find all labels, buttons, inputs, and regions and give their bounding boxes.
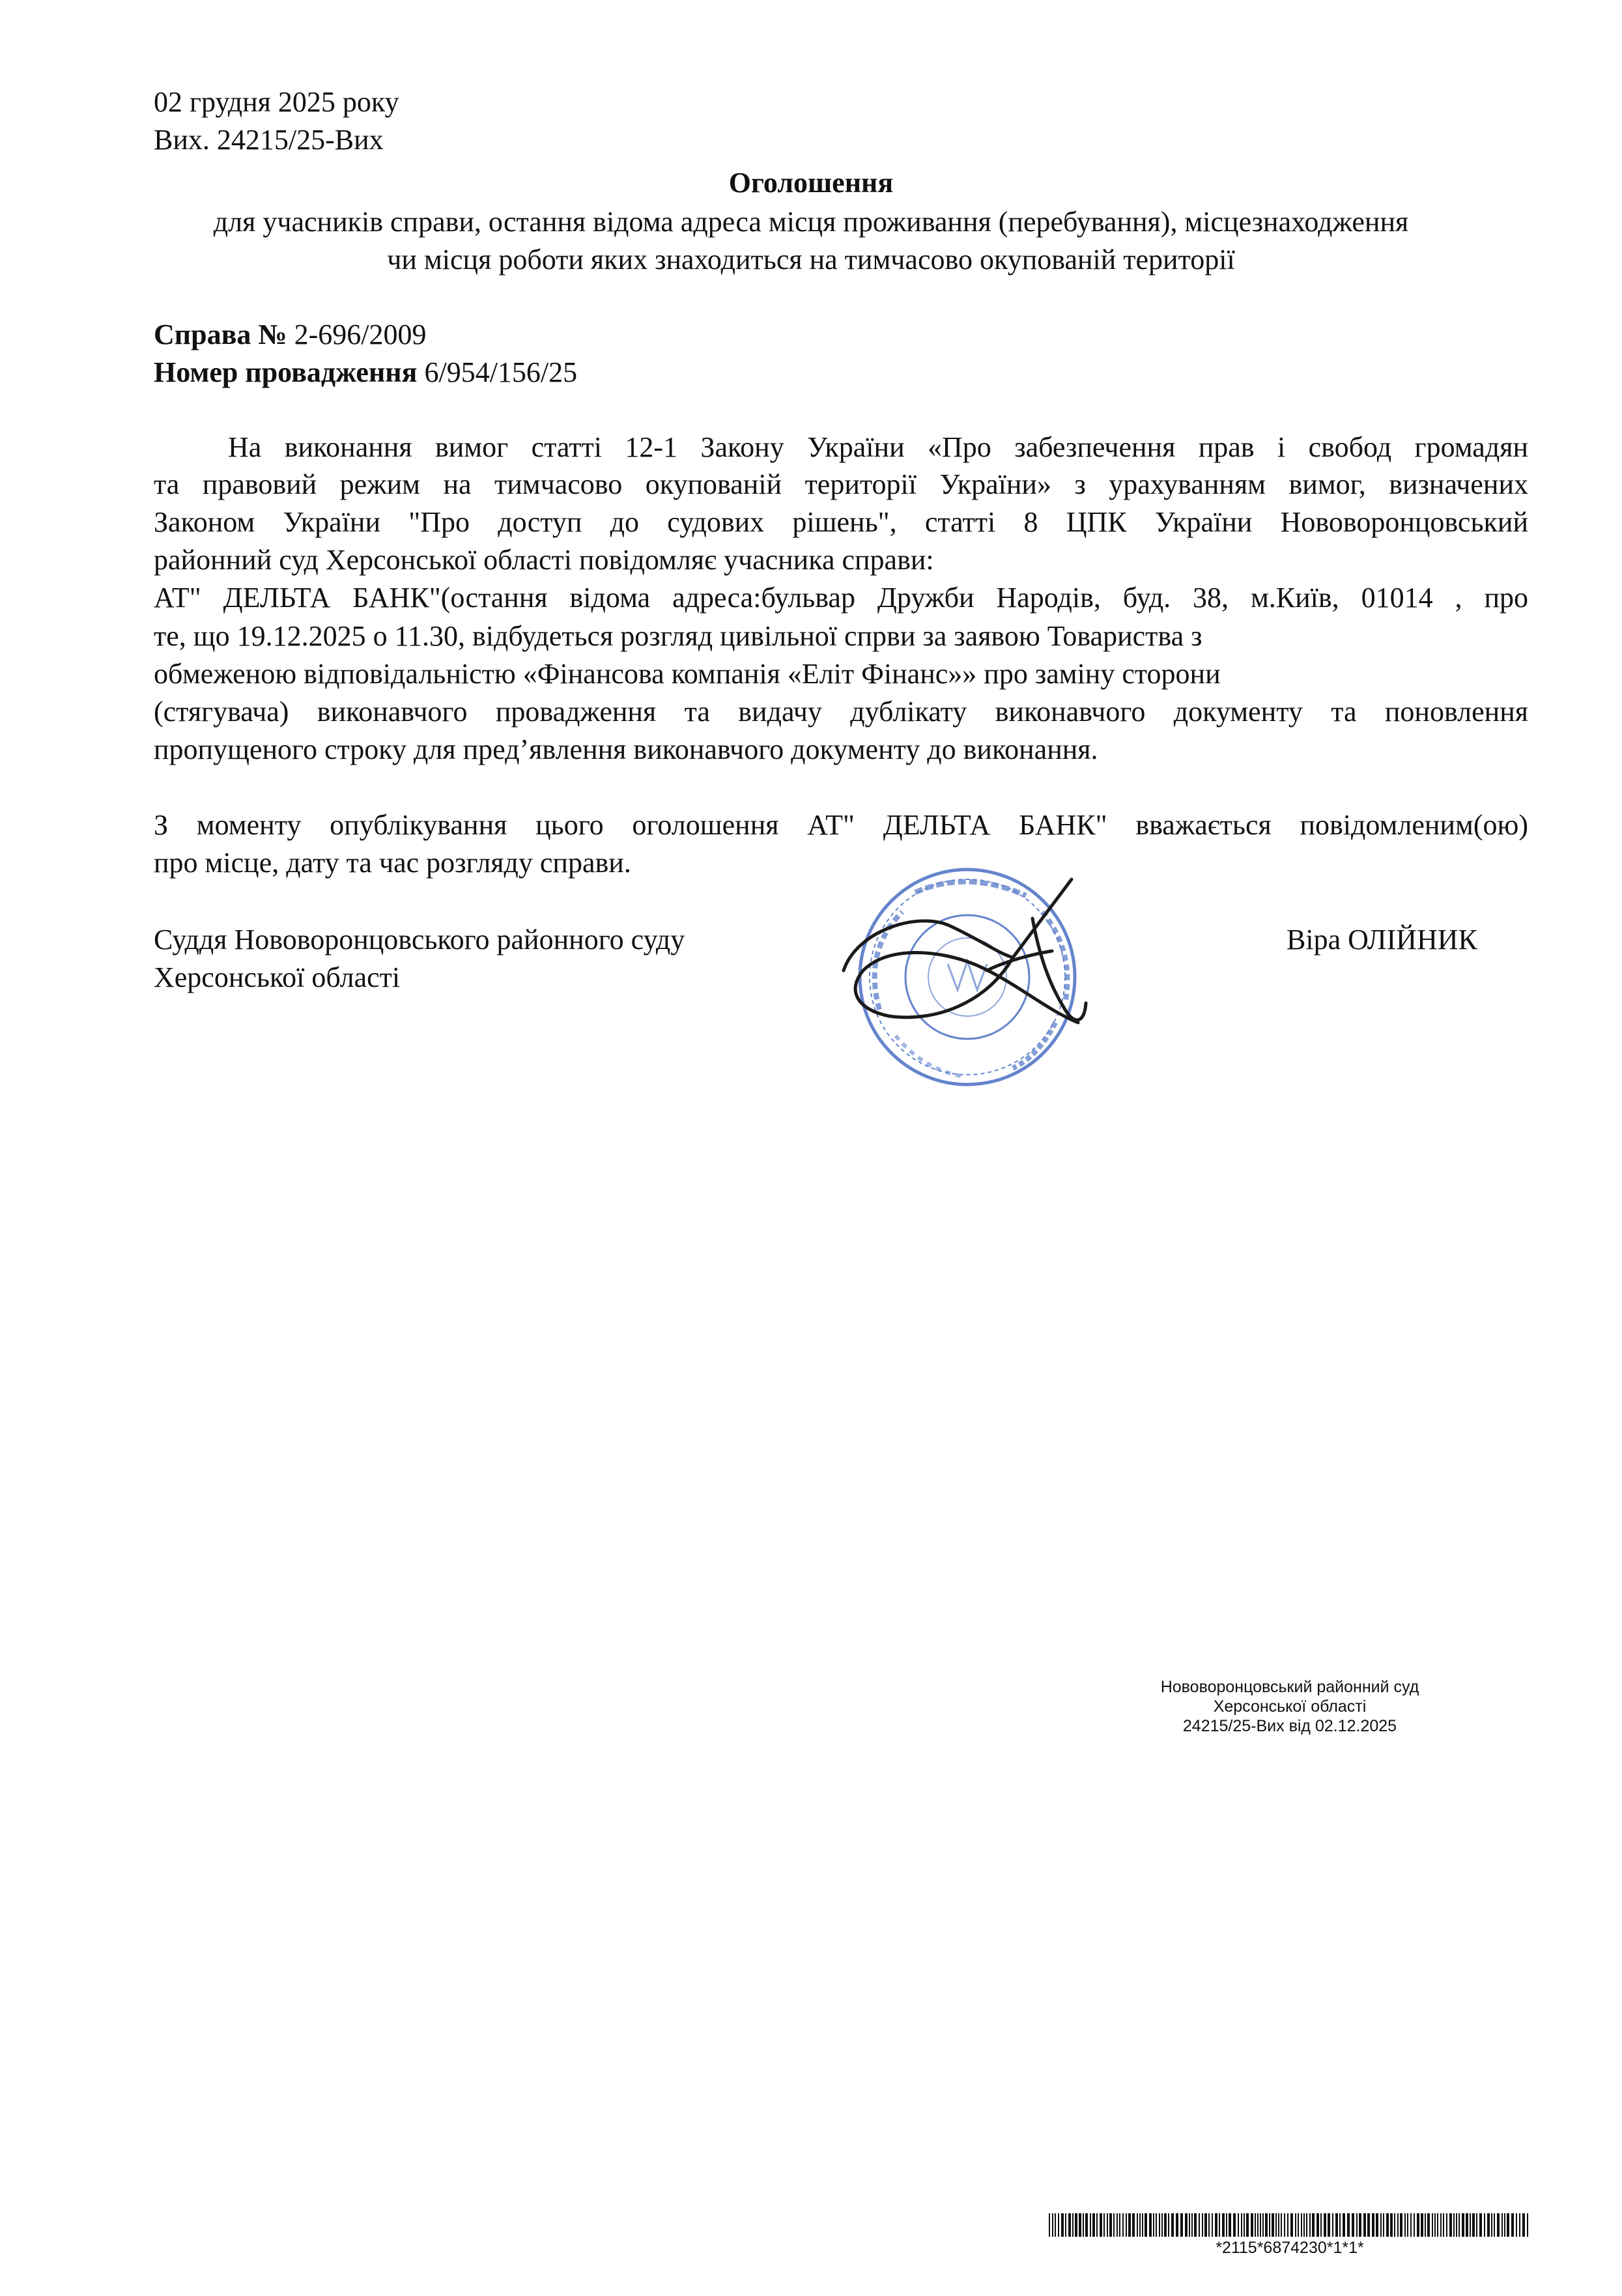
barcode-bar bbox=[1164, 2213, 1167, 2237]
case-label: Справа № bbox=[154, 319, 287, 350]
barcode-bar bbox=[1440, 2213, 1442, 2237]
paragraph-1-line-2: та правовий режим на тимчасово окупованій території України» з урахуванням вимог, визначених bbox=[154, 468, 1528, 500]
barcode-bar bbox=[1065, 2213, 1066, 2237]
barcode bbox=[1049, 2213, 1531, 2237]
document-date: 02 грудня 2025 року bbox=[154, 86, 399, 118]
barcode-bar bbox=[1527, 2213, 1528, 2237]
barcode-bar bbox=[1494, 2213, 1495, 2237]
barcode-bar bbox=[1284, 2213, 1285, 2237]
barcode-bar bbox=[1501, 2213, 1503, 2237]
barcode-bar bbox=[1511, 2213, 1514, 2237]
barcode-bar bbox=[1290, 2213, 1293, 2237]
barcode-bar bbox=[1507, 2213, 1509, 2237]
barcode-bar bbox=[1312, 2213, 1315, 2237]
barcode-bar bbox=[1052, 2213, 1053, 2237]
outgoing-number: Вих. 24215/25-Вих bbox=[154, 124, 384, 156]
barcode-bar bbox=[1222, 2213, 1225, 2237]
barcode-bar bbox=[1107, 2213, 1108, 2237]
barcode-bar bbox=[1260, 2213, 1261, 2237]
barcode-bar bbox=[1233, 2213, 1236, 2237]
barcode-bar bbox=[1126, 2213, 1127, 2237]
barcode-bar bbox=[1204, 2213, 1207, 2237]
barcode-bar bbox=[1367, 2213, 1370, 2237]
barcode-bar bbox=[1324, 2213, 1326, 2237]
barcode-bar bbox=[1269, 2213, 1270, 2237]
document-subtitle-line-2: чи місця роботи яких знаходиться на тимчасово окупованій території bbox=[387, 244, 1235, 276]
barcode-bar bbox=[1487, 2213, 1490, 2237]
barcode-bar bbox=[1058, 2213, 1059, 2237]
barcode-bar bbox=[1103, 2213, 1105, 2237]
barcode-bar bbox=[1085, 2213, 1088, 2237]
barcode-bar bbox=[1257, 2213, 1259, 2237]
judge-position-line-1: Суддя Нововоронцовського районного суду bbox=[154, 924, 685, 956]
proceeding-label: Номер провадження bbox=[154, 356, 418, 388]
barcode-bar bbox=[1394, 2213, 1395, 2237]
barcode-bar bbox=[1476, 2213, 1477, 2237]
barcode-bar bbox=[1491, 2213, 1492, 2237]
barcode-bar bbox=[1262, 2213, 1264, 2237]
barcode-bar bbox=[1075, 2213, 1077, 2237]
barcode-bar bbox=[1410, 2213, 1412, 2237]
barcode-bar bbox=[1083, 2213, 1084, 2237]
barcode-bar bbox=[1055, 2213, 1056, 2237]
court-stamp-with-signature bbox=[818, 840, 1124, 1094]
barcode-bar bbox=[1255, 2213, 1256, 2237]
barcode-bar bbox=[1275, 2213, 1277, 2237]
barcode-bar bbox=[1328, 2213, 1330, 2237]
barcode-bar bbox=[1142, 2213, 1143, 2237]
barcode-bar bbox=[1497, 2213, 1500, 2237]
barcode-bar bbox=[1421, 2213, 1423, 2237]
barcode-bar bbox=[1383, 2213, 1384, 2237]
barcode-bar bbox=[1219, 2213, 1220, 2237]
barcode-bar bbox=[1061, 2213, 1064, 2237]
barcode-bar bbox=[1425, 2213, 1426, 2237]
paragraph-2-line-1: З моменту опублікування цього оголошення АТ" ДЕЛЬТА БАНК" вважається повідомленим(ою) bbox=[154, 809, 1528, 841]
court-stamp bbox=[860, 870, 1075, 1084]
judge-position-line-2: Херсонської області bbox=[154, 961, 401, 993]
barcode-bar bbox=[1096, 2213, 1098, 2237]
barcode-bar bbox=[1363, 2213, 1366, 2237]
barcode-bar bbox=[1145, 2213, 1147, 2237]
barcode-bar bbox=[1522, 2213, 1525, 2237]
paragraph-1-line-8: (стягувача) виконавчого провадження та видачу дублікату виконавчого документу та поновлення bbox=[154, 696, 1528, 728]
barcode-bar bbox=[1238, 2213, 1239, 2237]
barcode-bar bbox=[1400, 2213, 1402, 2237]
document-title: Оголошення bbox=[728, 167, 894, 199]
barcode-bar bbox=[1456, 2213, 1457, 2237]
barcode-bar bbox=[1090, 2213, 1091, 2237]
paragraph-1-line-9: пропущеного строку для пред’явлення виконавчого документу до виконання. bbox=[154, 733, 1098, 765]
barcode-bar bbox=[1347, 2213, 1350, 2237]
barcode-bar bbox=[1434, 2213, 1436, 2237]
barcode-bar bbox=[1208, 2213, 1210, 2237]
document-subtitle-line-1: для учасників справи, остання відома адреса місця проживання (перебування), місцезнаходження bbox=[213, 206, 1409, 238]
barcode-bar bbox=[1437, 2213, 1438, 2237]
barcode-bar bbox=[1265, 2213, 1268, 2237]
barcode-bar bbox=[1119, 2213, 1120, 2237]
barcode-bar bbox=[1335, 2213, 1338, 2237]
registration-court-line-1: Нововоронцовський районний суд bbox=[1160, 1678, 1419, 1696]
barcode-text: *2115*6874230*1*1* bbox=[1216, 2239, 1364, 2257]
barcode-bar bbox=[1376, 2213, 1378, 2237]
paragraph-1-line-6: те, що 19.12.2025 о 11.30, відбудеться розгляд цивільної спрви за заявою Товариства з bbox=[154, 620, 1202, 652]
barcode-bar bbox=[1466, 2213, 1468, 2237]
barcode-bar bbox=[1339, 2213, 1341, 2237]
barcode-bar bbox=[1149, 2213, 1152, 2237]
barcode-bar bbox=[1171, 2213, 1174, 2237]
barcode-bar bbox=[1295, 2213, 1296, 2237]
barcode-bar bbox=[1132, 2213, 1135, 2237]
barcode-bar bbox=[1117, 2213, 1118, 2237]
registration-court-line-2: Херсонської області bbox=[1213, 1697, 1367, 1716]
judge-name: Віра ОЛІЙНИК bbox=[1287, 924, 1477, 956]
barcode-bar bbox=[1453, 2213, 1455, 2237]
barcode-bar bbox=[1407, 2213, 1408, 2237]
barcode-bar bbox=[1128, 2213, 1131, 2237]
barcode-bar bbox=[1472, 2213, 1475, 2237]
case-number: 2-696/2009 bbox=[294, 319, 427, 350]
barcode-bar bbox=[1306, 2213, 1307, 2237]
barcode-bar bbox=[1352, 2213, 1354, 2237]
barcode-bar bbox=[1100, 2213, 1102, 2237]
barcode-bar bbox=[1153, 2213, 1154, 2237]
barcode-bar bbox=[1159, 2213, 1160, 2237]
barcode-bar bbox=[1212, 2213, 1213, 2237]
barcode-bar bbox=[1359, 2213, 1361, 2237]
barcode-bar bbox=[1303, 2213, 1305, 2237]
barcode-bar bbox=[1316, 2213, 1319, 2237]
barcode-bar bbox=[1241, 2213, 1242, 2237]
barcode-bar bbox=[1194, 2213, 1197, 2237]
barcode-bar bbox=[1272, 2213, 1274, 2237]
barcode-bar bbox=[1397, 2213, 1399, 2237]
barcode-bar bbox=[1470, 2213, 1471, 2237]
barcode-bar bbox=[1462, 2213, 1464, 2237]
paragraph-1-line-1: На виконання вимог статті 12-1 Закону України «Про забезпечення прав і свобод громадян bbox=[228, 431, 1528, 463]
barcode-bar bbox=[1404, 2213, 1406, 2237]
barcode-bar bbox=[1049, 2213, 1050, 2237]
proceeding-number-line bbox=[154, 352, 577, 393]
paragraph-1-line-4: районний суд Херсонської області повідомляє учасника справи: bbox=[154, 544, 934, 576]
barcode-bar bbox=[1079, 2213, 1081, 2237]
barcode-bar bbox=[1301, 2213, 1302, 2237]
barcode-bar bbox=[1215, 2213, 1217, 2237]
barcode-bar bbox=[1189, 2213, 1190, 2237]
barcode-bar bbox=[1072, 2213, 1074, 2237]
barcode-bar bbox=[1068, 2213, 1071, 2237]
barcode-bar bbox=[1443, 2213, 1444, 2237]
barcode-bar bbox=[1180, 2213, 1183, 2237]
barcode-bar bbox=[1380, 2213, 1382, 2237]
barcode-bar bbox=[1309, 2213, 1311, 2237]
proceeding-number: 6/954/156/25 bbox=[424, 356, 578, 388]
barcode-bar bbox=[1332, 2213, 1333, 2237]
barcode-bar bbox=[1113, 2213, 1115, 2237]
barcode-bar bbox=[1519, 2213, 1520, 2237]
registration-number: 24215/25-Вих від 02.12.2025 bbox=[1182, 1717, 1397, 1735]
barcode-bar bbox=[1417, 2213, 1419, 2237]
barcode-bar bbox=[1092, 2213, 1095, 2237]
barcode-bar bbox=[1137, 2213, 1138, 2237]
barcode-bar bbox=[1516, 2213, 1517, 2237]
barcode-bar bbox=[1320, 2213, 1322, 2237]
paragraph-2-line-2: про місце, дату та час розгляду справи. bbox=[154, 847, 631, 879]
signature bbox=[844, 879, 1086, 1023]
barcode-bar bbox=[1484, 2213, 1485, 2237]
barcode-bar bbox=[1449, 2213, 1452, 2237]
barcode-bar bbox=[1199, 2213, 1200, 2237]
barcode-bar bbox=[1161, 2213, 1163, 2237]
barcode-bar bbox=[1427, 2213, 1430, 2237]
paragraph-1-line-7: обмеженою відповідальністю «Фінансова компанія «Еліт Фінанс»» про заміну сторони bbox=[154, 658, 1221, 690]
barcode-bar bbox=[1168, 2213, 1169, 2237]
barcode-bar bbox=[1414, 2213, 1415, 2237]
barcode-bar bbox=[1287, 2213, 1288, 2237]
barcode-bar bbox=[1244, 2213, 1245, 2237]
barcode-bar bbox=[1251, 2213, 1253, 2237]
barcode-bar bbox=[1356, 2213, 1358, 2237]
barcode-bar bbox=[1446, 2213, 1447, 2237]
barcode-bar bbox=[1504, 2213, 1505, 2237]
paragraph-1-line-3: Законом України "Про доступ до судових рішень", статті 8 ЦПК України Нововоронцовський bbox=[154, 506, 1528, 538]
paragraph-1-line-5: АТ" ДЕЛЬТА БАНК"(остання відома адреса:бульвар Дружби Народів, буд. 38, м.Київ, 01014 , про bbox=[154, 582, 1528, 614]
barcode-bar bbox=[1246, 2213, 1249, 2237]
barcode-bar bbox=[1390, 2213, 1393, 2237]
barcode-bar bbox=[1226, 2213, 1227, 2237]
barcode-bar bbox=[1343, 2213, 1345, 2237]
barcode-bar bbox=[1386, 2213, 1389, 2237]
barcode-bar bbox=[1281, 2213, 1282, 2237]
barcode-bar bbox=[1229, 2213, 1231, 2237]
case-number-line bbox=[154, 315, 426, 355]
barcode-bar bbox=[1432, 2213, 1433, 2237]
barcode-bar bbox=[1202, 2213, 1203, 2237]
barcode-bar bbox=[1191, 2213, 1193, 2237]
barcode-bar bbox=[1372, 2213, 1374, 2237]
barcode-bar bbox=[1278, 2213, 1279, 2237]
registration-block bbox=[1042, 1677, 1537, 1736]
barcode-bar bbox=[1479, 2213, 1482, 2237]
barcode-bar bbox=[1156, 2213, 1157, 2237]
barcode-bar bbox=[1109, 2213, 1112, 2237]
barcode-bar bbox=[1458, 2213, 1460, 2237]
barcode-bar bbox=[1298, 2213, 1299, 2237]
barcode-bar bbox=[1185, 2213, 1188, 2237]
barcode-bar bbox=[1176, 2213, 1178, 2237]
barcode-bar bbox=[1139, 2213, 1141, 2237]
barcode-bar bbox=[1122, 2213, 1124, 2237]
